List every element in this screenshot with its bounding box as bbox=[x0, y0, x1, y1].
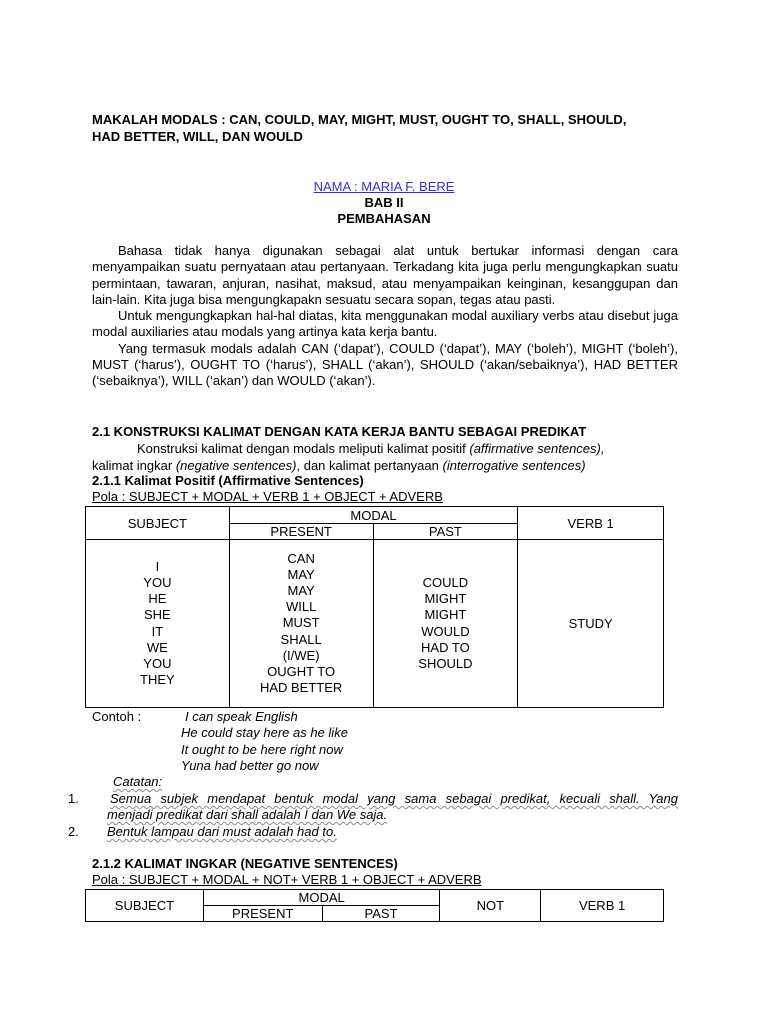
intro-paragraph-1: Bahasa tidak hanya digunakan sebagai alat untuk bertukar informasi dengan cara menyampaikan suatu pernyataan atau pertanyaan. Terkadang kita juga perlu mengungkapkan suatu permintaan, tawaran, anjuran, nasihat, maksud, atau menyampaikan keinginan, kesanggupan dan lain-lain. Kita juga bisa mengungkapakn sesuatu secara sopan, tegas atau pasti. bbox=[92, 243, 678, 307]
intro-paragraph-2: Untuk mengungkapkan hal-hal diatas, kita menggunakan modal auxiliary verbs atau disebut juga modal auxiliaries atau modals yang artinya kata kerja bantu. bbox=[92, 308, 678, 340]
present-modal-item: (I/WE) bbox=[282, 647, 320, 663]
negative-table bbox=[85, 889, 664, 922]
header-subject: SUBJECT bbox=[86, 507, 230, 540]
present-modal-item: MAY bbox=[287, 582, 315, 598]
present-modal-item: MAY bbox=[287, 566, 315, 582]
example-item: It ought to be here right now bbox=[181, 741, 343, 757]
past-modal-item: SHOULD bbox=[418, 655, 473, 671]
verb-cell: STUDY bbox=[518, 540, 664, 708]
subjects-cell bbox=[86, 540, 230, 708]
note-item-2: Bentuk lampau dari must adalah had to. bbox=[107, 824, 337, 839]
present-modal-item: MUST bbox=[282, 615, 320, 631]
document-title bbox=[92, 111, 692, 145]
neg-header-modal: MODAL bbox=[203, 890, 440, 906]
note-number: 2. bbox=[68, 824, 79, 839]
subject-item: WE bbox=[146, 639, 168, 655]
chapter-label: BAB II bbox=[364, 195, 404, 210]
section-2-1-line-2: kalimat ingkar (negative sentences), dan kalimat pertanyaan (interrogative sentences) bbox=[92, 458, 586, 473]
past-modal-item: COULD bbox=[422, 574, 469, 590]
present-modal-item: HAD BETTER bbox=[259, 680, 343, 696]
present-modal-item: WILL bbox=[285, 599, 317, 615]
example-item: I can speak English bbox=[185, 709, 298, 724]
present-modal-item: SHALL bbox=[280, 631, 322, 647]
past-modal-item: MIGHT bbox=[424, 607, 467, 623]
example-item: He could stay here as he like bbox=[181, 725, 348, 741]
notes-label: Catatan: bbox=[113, 774, 163, 789]
header-verb-1: VERB 1 bbox=[518, 507, 664, 540]
present-modal-item: CAN bbox=[287, 550, 315, 566]
past-modal-item: MIGHT bbox=[424, 591, 467, 607]
past-modal-item: HAD TO bbox=[421, 639, 470, 655]
section-2-1-2-heading: 2.1.2 KALIMAT INGKAR (NEGATIVE SENTENCES) bbox=[92, 856, 398, 871]
subject-item: IT bbox=[151, 623, 164, 639]
section-2-1-1-heading: 2.1.1 Kalimat Positif (Affirmative Sentences) bbox=[92, 473, 364, 488]
past-modal-item: WOULD bbox=[421, 623, 470, 639]
header-present: PRESENT bbox=[229, 524, 373, 540]
section-2-1-line-1: Konstruksi kalimat dengan modals meliputi kalimat positif (affirmative sentences), bbox=[137, 441, 605, 456]
example-item: Yuna had better go now bbox=[181, 757, 319, 773]
title-line-2: HAD BETTER, WILL, DAN WOULD bbox=[92, 129, 303, 144]
intro-paragraph-3: Yang termasuk modals adalah CAN (‘dapat’), COULD (‘dapat’), MAY (‘boleh’), MIGHT (‘boleh’), MUST (‘harus’), OUGHT TO (‘harus’), SHALL (‘akan’), SHOULD (‘akan/sebaiknya’), HAD BETTER (‘sebaiknya’), WILL (‘akan’) dan WOULD (‘akan’). bbox=[92, 340, 678, 389]
note-item-1: Semua subjek mendapat bentuk modal yang sama sebagai predikat, kecuali shall. Yang menjadi predikat dari shall adalah I dan We saja. bbox=[107, 791, 678, 822]
section-2-1-heading: 2.1 KONSTRUKSI KALIMAT DENGAN KATA KERJA BANTU SEBAGAI PREDIKAT bbox=[92, 424, 587, 439]
intro-paragraphs bbox=[92, 243, 678, 390]
affirmative-pattern: Pola : SUBJECT + MODAL + VERB 1 + OBJECT + ADVERB bbox=[92, 489, 443, 504]
examples-list bbox=[181, 709, 348, 774]
subject-item: I bbox=[155, 558, 160, 574]
present-modals-cell bbox=[229, 540, 373, 708]
note-number: 1. bbox=[68, 791, 79, 806]
present-modal-item: OUGHT TO bbox=[267, 664, 336, 679]
neg-header-present: PRESENT bbox=[203, 906, 322, 922]
neg-header-verb-1: VERB 1 bbox=[541, 890, 664, 922]
neg-header-subject: SUBJECT bbox=[86, 890, 204, 922]
neg-header-past: PAST bbox=[322, 906, 440, 922]
subject-item: SHE bbox=[144, 607, 171, 623]
example-label: Contoh : bbox=[92, 709, 142, 724]
subject-item: HE bbox=[148, 591, 167, 607]
past-modals-cell bbox=[373, 540, 518, 708]
subject-item: YOU bbox=[143, 574, 172, 590]
neg-header-not: NOT bbox=[440, 890, 541, 922]
subject-item: YOU bbox=[143, 655, 172, 671]
title-line-1: MAKALAH MODALS : CAN, COULD, MAY, MIGHT, MUST, OUGHT TO, SHALL, SHOULD, bbox=[92, 112, 627, 127]
negative-pattern: Pola : SUBJECT + MODAL + NOT+ VERB 1 + OBJECT + ADVERB bbox=[92, 872, 482, 887]
author-block bbox=[0, 179, 768, 227]
header-modal: MODAL bbox=[229, 507, 518, 524]
author-link[interactable]: NAMA : MARIA F. BERE bbox=[313, 179, 455, 194]
header-past: PAST bbox=[373, 524, 518, 540]
chapter-title: PEMBAHASAN bbox=[337, 211, 431, 226]
affirmative-table bbox=[85, 506, 664, 708]
subject-item: THEY bbox=[140, 672, 175, 688]
